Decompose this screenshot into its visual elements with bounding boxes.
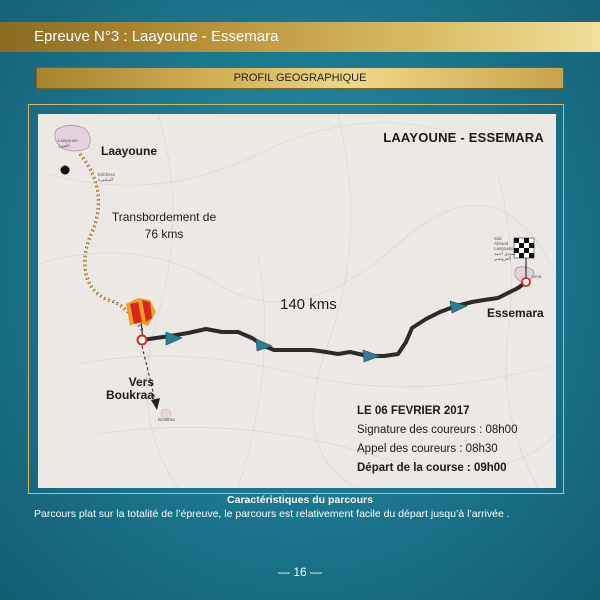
section-title: PROFIL GEOGRAPHIQUE xyxy=(36,67,564,89)
schedule-signature: Signature des coureurs : 08h00 xyxy=(357,424,518,436)
route-arrow-3 xyxy=(363,350,380,362)
boukraa-small-label: Boukraa xyxy=(158,417,175,422)
caption-title: Caractéristiques du parcours xyxy=(227,494,373,506)
schedule-call: Appel des coureurs : 08h30 xyxy=(357,443,498,455)
page-title: Epreuve N°3 : Laayoune - Essemara xyxy=(34,28,279,45)
caption-body: Parcours plat sur la totalité de l’épreuve, le parcours est relativement facile du départ jusqu’à l’arrivée . xyxy=(34,508,510,520)
header-bar xyxy=(0,22,600,52)
schedule-date: LE 06 FEVRIER 2017 xyxy=(357,405,470,417)
start-marker-icon xyxy=(138,336,147,345)
transfer-label: Transbordement de 76 kms xyxy=(111,210,217,241)
direction-label: Vers Boukraa xyxy=(105,375,154,402)
laayoune-small-label: Laayoune العيون xyxy=(58,138,78,148)
schedule-start: Départ de la course : 09h00 xyxy=(357,462,507,474)
end-city-label: Essemara xyxy=(487,306,544,320)
laayoune-dot xyxy=(61,166,70,175)
route-map xyxy=(38,114,556,488)
start-city-label: Laayoune xyxy=(101,144,158,158)
race-route xyxy=(142,282,526,356)
distance-label: 140 kms xyxy=(280,296,337,313)
essemara-small-label: Sma xyxy=(532,274,542,279)
page-number: — 16 — xyxy=(277,565,322,579)
schedule-block xyxy=(357,402,517,478)
map-title: LAAYOUNE - ESSEMARA xyxy=(383,130,544,145)
start-flag-icon xyxy=(126,298,156,340)
edchera-label: Edchera الدشيرة xyxy=(98,172,115,182)
sidi-ahmed-label: Sidi Ahmed Laaroussi سيدي أحمد العروسي xyxy=(494,236,516,261)
